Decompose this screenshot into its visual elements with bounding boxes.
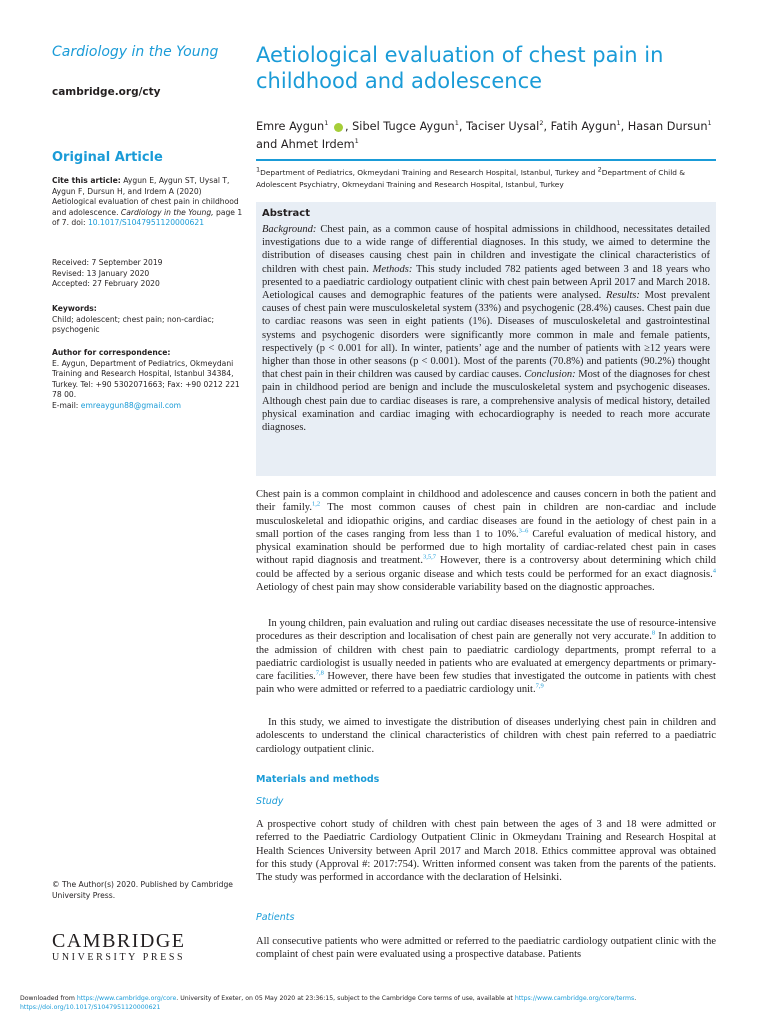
journal-name: Cardiology in the Young bbox=[52, 44, 219, 60]
ref-link[interactable]: 1,2 bbox=[311, 500, 321, 508]
section-heading-methods: Materials and methods bbox=[256, 774, 380, 785]
citation-block bbox=[52, 176, 248, 229]
keywords-text: Child; adolescent; chest pain; non-cardiac; psychogenic bbox=[52, 314, 215, 335]
citation-doi-link[interactable]: 10.1017/S1047951120000621 bbox=[87, 218, 205, 228]
dates-block bbox=[52, 258, 248, 290]
author-list: Emre Aygun$^1$ , Sibel Tugce Aygun$^1$, Taciser Uysal$^2$, Fatih Aygun$^1$, Hasan Dursun$^1$ and Ahmet Irdem$^1$ bbox=[256, 119, 712, 151]
correspondence-label: Author for correspondence: bbox=[52, 348, 171, 357]
logo-line-2: UNIVERSITY PRESS bbox=[52, 952, 186, 963]
subsection-heading-study: Study bbox=[256, 796, 284, 807]
author-2[interactable]: , Sibel Tugce Aygun bbox=[344, 120, 455, 133]
ref-link[interactable]: 4 bbox=[712, 567, 716, 575]
abstract-conclusion-label: Conclusion: bbox=[524, 369, 576, 381]
author-6[interactable]: and Ahmet Irdem bbox=[256, 138, 355, 151]
keywords-block bbox=[52, 304, 248, 336]
article-type: Original Article bbox=[52, 150, 163, 165]
orcid-icon[interactable] bbox=[334, 123, 343, 132]
intro-paragraph-3: In this study, we aimed to investigate the distribution of diseases underlying chest pain in children and adolescents to understand the clinical characteristics of children with chest pain referred to a paediatric cardiology outpatient clinic. bbox=[256, 717, 716, 755]
date-revised: Revised: 13 January 2020 bbox=[52, 268, 150, 278]
intro-paragraph-1: Chest pain is a common complaint in childhood and adolescence and causes concern in both the patient and their family.$^{1,2}$ The most common causes of chest pain in children are non-cardiac and include musculoskeletal and idiopathic origins, and cardiac diseases are found in the aetiology of chest pain in a small portion of the cases ranging from less than 1 to 10%.$^{3-6}$ Careful evaluation of medical history, and physical examination should be performed due to high mortality of cardiac-related chest pain in cases without rapid diagnosis and treatment.$^{3,5,7}$ However, there is a controversy about determining which child could be affected by a serious organic disease and which tests could be performed for an exact diagnosis.$^4$ Aetiology of chest pain may show considerable variability based on the diagnostic approaches. bbox=[256, 489, 717, 594]
copyright-note: © The Author(s) 2020. Published by Cambridge University Press. bbox=[52, 880, 233, 900]
ref-link[interactable]: 7,8 bbox=[315, 669, 324, 677]
author-5[interactable]: , Hasan Dursun bbox=[620, 120, 708, 133]
affiliation-1: Department of Pediatrics, Okmeydani Training and Research Hospital, Istanbul, Turkey and bbox=[260, 168, 596, 177]
affiliation-2: Department of Child & Adolescent Psychiatry, Okmeydani Training and Research Hospital, Istanbul, Turkey bbox=[256, 168, 686, 189]
keywords-label: Keywords: bbox=[52, 304, 97, 313]
ref-link[interactable]: 3,5,7 bbox=[422, 553, 436, 561]
abstract-methods: This study included 782 patients aged between 3 and 18 years who presented to a paediatric cardiology outpatient clinic with chest pain between April 2017 and March 2018. Aetiological causes and demographic features of the patients were analysed. bbox=[262, 263, 710, 302]
citation-text: Aygun E, Aygun ST, Uysal T, Aygun F, Dursun H, and Irdem A (2020) Aetiological evaluation of chest pain in childhood and adolescence. bbox=[52, 176, 239, 217]
email-label: E-mail: bbox=[52, 400, 79, 410]
patients-paragraph: All consecutive patients who were admitted or referred to the paediatric cardiology outpatient clinic with the complaint of chest pain were evaluated using a prospective database. Patients bbox=[256, 936, 716, 961]
abstract-background: Chest pain, as a common cause of hospital admissions in childhood, necessitates detailed investigations due to a wide range of differential diagnoses. In this study, we aimed to determine the distribution of diseases causing chest pain in children and investigate the clinical characteristics of children with chest pain. bbox=[262, 224, 711, 275]
correspondence-block bbox=[52, 348, 248, 412]
intro-paragraph-2: In young children, pain evaluation and ruling out cardiac diseases necessitate the use of resource-intensive procedures as their description and localisation of chest pain are generally not very accurate.$^8$ In addition to the admission of children with chest pain to paediatric cardiology departments, prompt referral to a paediatric cardiologist is usually needed in patients who are evaluated at emergency departments or primary-care facilities.$^{7,8}$ However, there have been few studies that investigated the outcome in patients with chest pain who were admitted or referred to a paediatric cardiology unit.$^{7,9}$ bbox=[256, 618, 717, 696]
email-link[interactable]: emreaygun88@gmail.com bbox=[80, 400, 182, 410]
date-received: Received: 7 September 2019 bbox=[52, 258, 163, 267]
abstract-methods-label: Methods: bbox=[372, 263, 413, 275]
author-3[interactable]: , Taciser Uysal bbox=[458, 120, 540, 133]
author-4[interactable]: , Fatih Aygun bbox=[543, 120, 617, 133]
date-accepted: Accepted: 27 February 2020 bbox=[52, 279, 160, 289]
correspondence-text: E. Aygun, Department of Pediatrics, Okmeydani Training and Research Hospital, Istanbul 34384, Turkey. Tel: +90 5302071663; Fax: +90 0212 221 78 00. bbox=[52, 358, 240, 400]
doi-link[interactable]: https://doi.org/10.1017/S1047951120000621 bbox=[20, 1004, 161, 1011]
abstract-heading: Abstract bbox=[262, 208, 311, 219]
logo-line-1: CAMBRIDGE bbox=[52, 930, 186, 952]
title-divider bbox=[256, 159, 716, 161]
abstract-results-label: Results: bbox=[606, 290, 640, 302]
affiliations: $^1$Department of Pediatrics, Okmeydani Training and Research Hospital, Istanbul, Turkey and $^2$Department of Child & Adolescent Psychiatry, Okmeydani Training and Research Hospital, Istanbul, Turkey bbox=[256, 165, 686, 189]
cambridge-logo bbox=[52, 930, 186, 964]
citation-label: Cite this article: bbox=[52, 176, 121, 185]
core-link[interactable]: https://www.cambridge.org/core bbox=[76, 995, 177, 1002]
ref-link[interactable]: 3–6 bbox=[518, 527, 529, 535]
abstract-conclusion: Most of the diagnoses for chest pain in childhood period are benign and include the musculoskeletal system and psychogenic diseases. Although chest pain due to cardiac diseases is rare, a comprehensive analysis of medical history, detailed physical examination and cardiac imaging with echocardiography is needed to reach more accurate diagnoses. bbox=[262, 369, 710, 434]
study-paragraph: A prospective cohort study of children with chest pain between the ages of 3 and 18 were admitted or referred to the Paediatric Cardiology Outpatient Clinic in Okmeydanı Training and Research Hospital at Health Sciences University between April 2017 and March 2018. Ethics committee approval was obtained for this study (Approval #: 2017:754). Written informed consent was taken from the parents of the patients. The study was performed in accordance with the declaration of Helsinki. bbox=[256, 819, 716, 884]
subsection-heading-patients: Patients bbox=[256, 912, 295, 923]
journal-site-link[interactable]: cambridge.org/cty bbox=[52, 86, 161, 98]
abstract-background-label: Background: bbox=[262, 224, 317, 235]
citation-pages: page 1 of 7. doi: bbox=[52, 207, 243, 228]
citation-journal: Cardiology in the Young, bbox=[120, 207, 214, 217]
abstract-results: Most prevalent causes of chest pain were musculoskeletal system (33%) and psychogenic (28.4%) causes. Chest pain due to cardiac reasons was seen in eight patients (1%). Diseases of musculoskeletal and gastrointestinal systems and psychogenic disorders were significantly more common in male and female patients, respectively (p < 0.001 for all). In winter, patients’ age and the number of patients with ≥12 years were higher than those in other seasons (p < 0.001). Most of the parents (70.8%) and patients (90.2%) thought that chest pain in their children was caused by cardiac causes. bbox=[262, 290, 711, 381]
ref-link[interactable]: 8 bbox=[651, 629, 656, 637]
article-title: Aetiological evaluation of chest pain in childhood and adolescence bbox=[256, 43, 664, 93]
ref-link[interactable]: 7,9 bbox=[535, 682, 544, 690]
download-footer: Downloaded from https://www.cambridge.org/core. University of Exeter, on 05 May 2020 at 23:36:15, subject to the Cambridge Core terms of use, available at https://www.cambridge.org/core/terms. https://doi.org/10.1017/S1047951120000621 bbox=[20, 995, 637, 1011]
author-1[interactable]: Emre Aygun bbox=[256, 120, 325, 133]
terms-link[interactable]: https://www.cambridge.org/core/terms bbox=[514, 995, 635, 1002]
abstract-text bbox=[262, 223, 710, 434]
